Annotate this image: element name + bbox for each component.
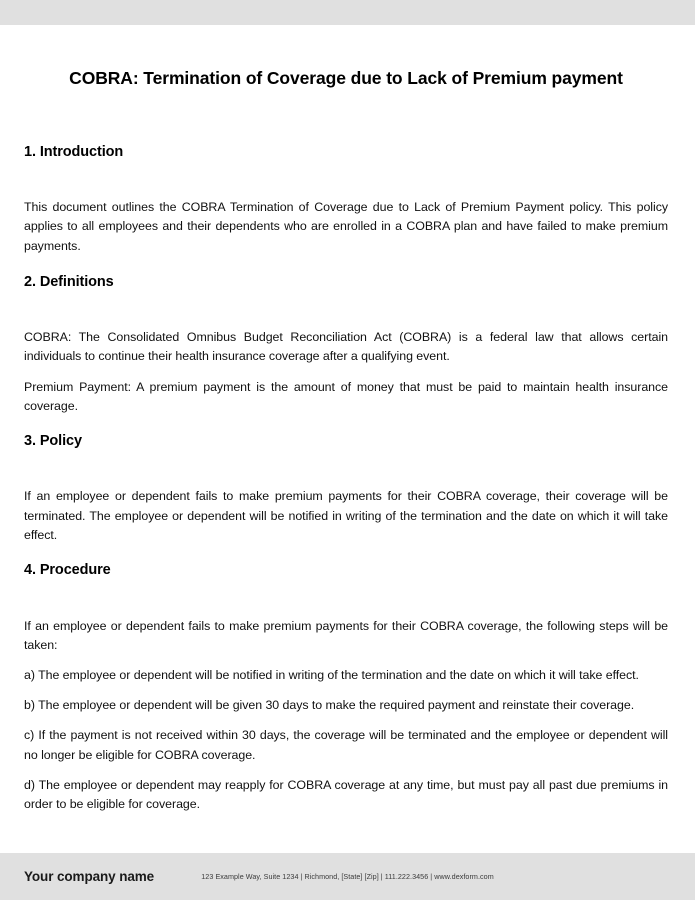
- paragraph-procedure-intro: If an employee or dependent fails to make premium payments for their COBRA coverage, the following steps will be taken:: [24, 618, 668, 652]
- page-footer: [0, 853, 695, 900]
- section-heading-policy: 3. Policy: [24, 433, 82, 450]
- procedure-step-a: a) The employee or dependent will be notified in writing of the termination and the date on which it will take effect.: [24, 667, 639, 682]
- footer-address-line: 123 Example Way, Suite 1234 | Richmond, [State] [Zip] | 111.222.3456 | www.dexform.com: [201, 872, 494, 881]
- section-heading-introduction: 1. Introduction: [24, 143, 124, 160]
- procedure-step-c: c) If the payment is not received within 30 days, the coverage will be terminated and the employee or dependent will no longer be eligible for COBRA coverage.: [24, 728, 668, 762]
- paragraph-definition-premium-payment: Premium Payment: A premium payment is the amount of money that must be paid to maintain health insurance coverage.: [24, 379, 668, 413]
- footer-company-name: Your company name: [24, 869, 155, 884]
- procedure-step-b: b) The employee or dependent will be given 30 days to make the required payment and reinstate their coverage.: [24, 698, 635, 713]
- document-content: [0, 25, 695, 853]
- paragraph-introduction: This document outlines the COBRA Termination of Coverage due to Lack of Premium Payment policy. This policy applies to all employees and their dependents who are enrolled in a COBRA plan and have failed to make premium payments.: [24, 200, 668, 253]
- procedure-step-d: d) The employee or dependent may reapply for COBRA coverage at any time, but must pay all past due premiums in order to be eligible for coverage.: [24, 777, 668, 812]
- page-title: COBRA: Termination of Coverage due to Lack of Premium payment: [69, 68, 623, 88]
- section-heading-definitions: 2. Definitions: [24, 273, 114, 290]
- top-gray-band: [0, 0, 695, 25]
- paragraph-policy: If an employee or dependent fails to make premium payments for their COBRA coverage, their coverage will be terminated. The employee or dependent will be notified in writing of the termination and the date on which it will take effect.: [24, 489, 668, 542]
- paragraph-definition-cobra: COBRA: The Consolidated Omnibus Budget Reconciliation Act (COBRA) is a federal law that allows certain individuals to continue their health insurance coverage after a qualifying event.: [24, 330, 668, 364]
- section-heading-procedure: 4. Procedure: [24, 562, 111, 579]
